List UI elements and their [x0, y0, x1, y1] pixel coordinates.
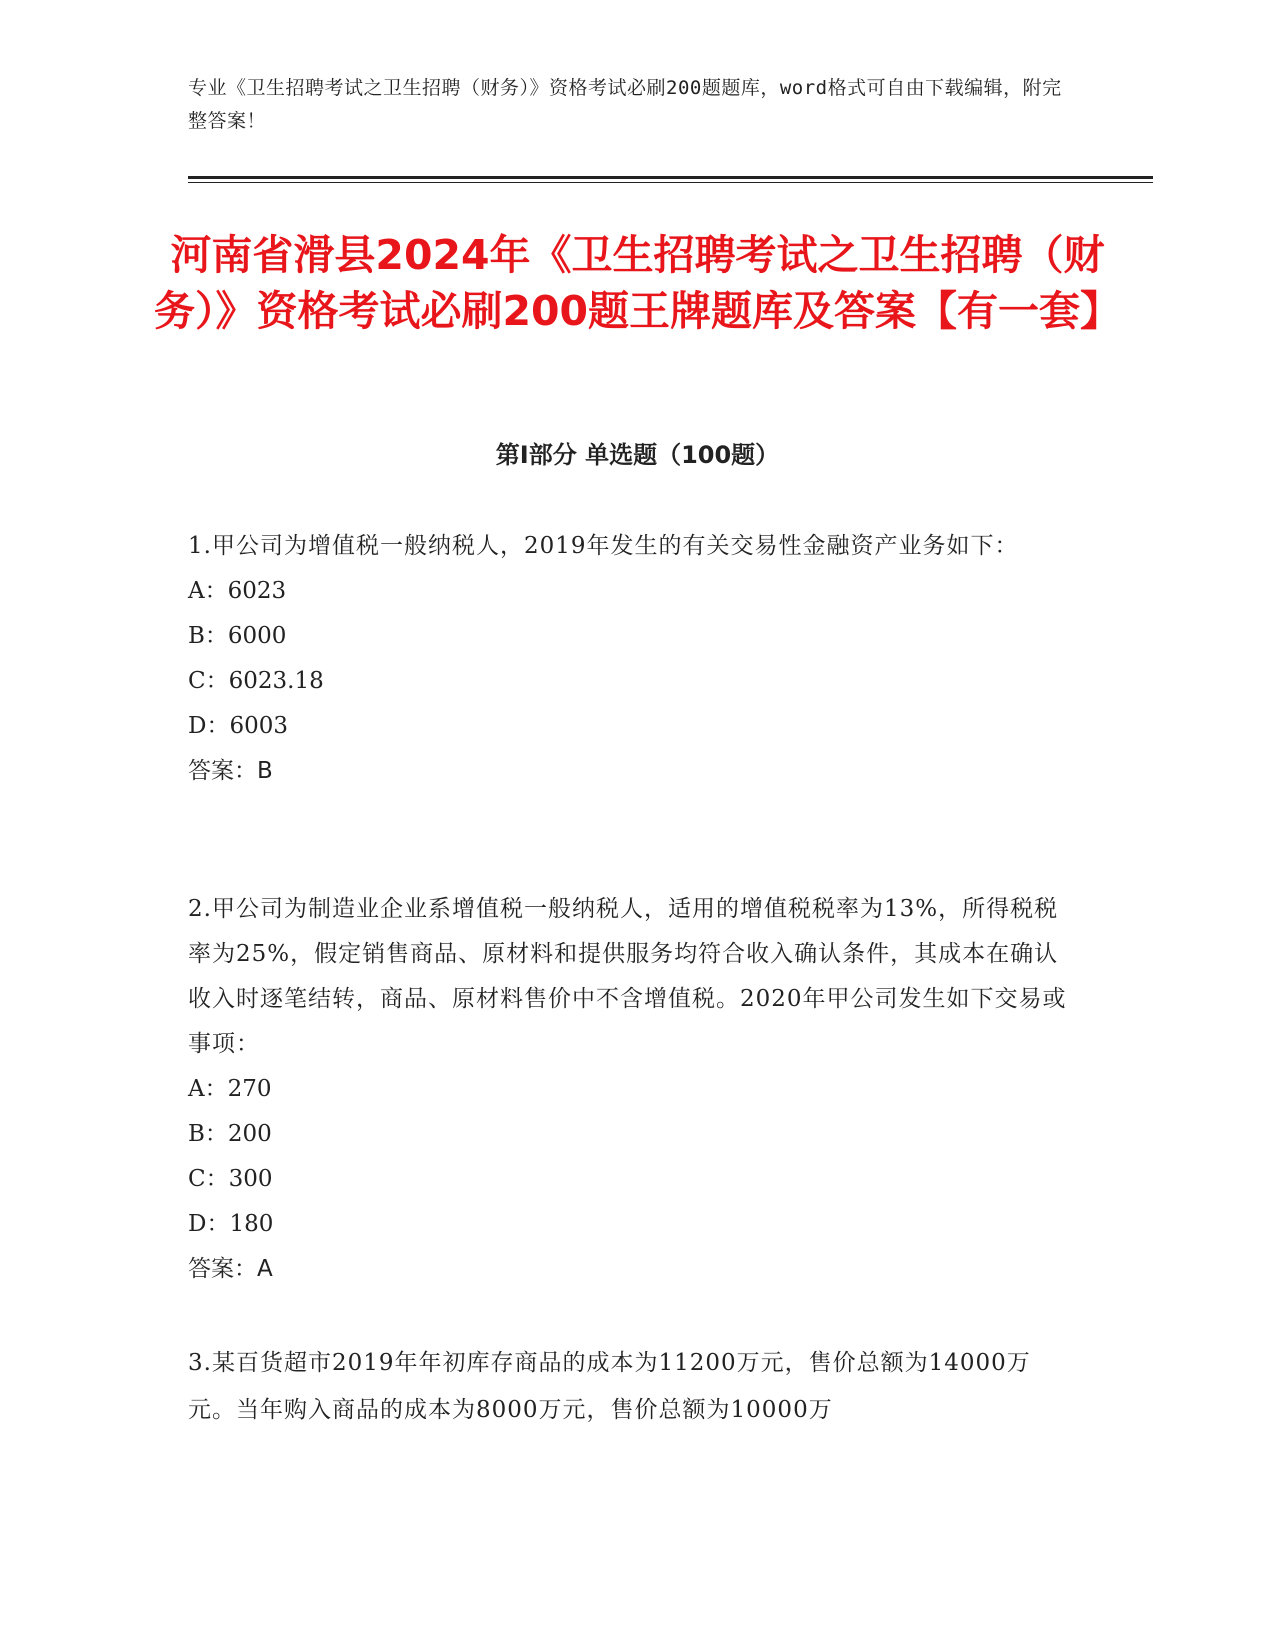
option-a: A：270 [188, 1076, 272, 1102]
option-b: B：6000 [188, 623, 287, 649]
document-title: 河南省滑县2024年《卫生招聘考试之卫生招聘（财务）》资格考试必刷200题王牌题库及答案【有一套】 [153, 231, 1122, 335]
option-d: D：6003 [188, 713, 288, 739]
section-title: 第I部分 单选题（100题） [495, 441, 780, 469]
question-1 [188, 524, 1068, 794]
option-a: A：6023 [188, 578, 287, 604]
option-d: D：180 [188, 1211, 274, 1237]
header-divider-thick [188, 176, 1153, 179]
option-c: C：6023.18 [188, 668, 324, 694]
option-c: C：300 [188, 1166, 273, 1192]
answer: 答案：B [188, 758, 273, 784]
question-stem: 1.甲公司为增值税一般纳税人，2019年发生的有关交易性金融资产业务如下： [188, 533, 1019, 559]
header-note: 专业《卫生招聘考试之卫生招聘（财务）》资格考试必刷200题题库，word格式可自由下载编辑，附完整答案！ [188, 77, 1062, 132]
header-divider-thin [188, 182, 1153, 183]
question-2 [188, 887, 1068, 1292]
option-b: B：200 [188, 1121, 272, 1147]
question-3 [188, 1340, 1068, 1434]
question-stem: 3.某百货超市2019年年初库存商品的成本为11200万元，售价总额为14000万元。当年购入商品的成本为8000万元，售价总额为10000万 [188, 1350, 1031, 1423]
answer: 答案：A [188, 1256, 273, 1282]
question-stem: 2.甲公司为制造业企业系增值税一般纳税人，适用的增值税税率为13%，所得税税率为25%，假定销售商品、原材料和提供服务均符合收入确认条件，其成本在确认收入时逐笔结转，商品、原材料售价中不含增值税。2020年甲公司发生如下交易或事项： [188, 896, 1067, 1057]
